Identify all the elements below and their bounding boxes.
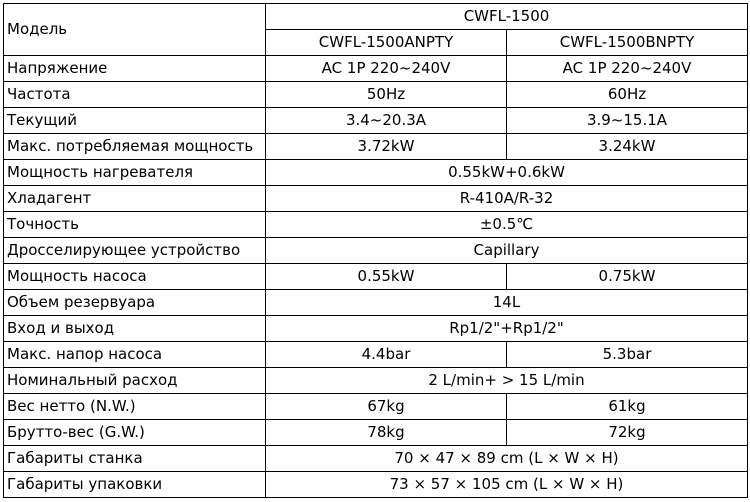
row-label: Номинальный расход [4, 368, 266, 394]
cell-value: R-410A/R-32 [266, 186, 748, 212]
row-label: Текущий [4, 108, 266, 134]
cell-value: AC 1P 220~240V [266, 56, 507, 82]
cell-value: 78kg [266, 420, 507, 446]
cell-value: 60Hz [507, 82, 748, 108]
row-label: Брутто-вес (G.W.) [4, 420, 266, 446]
cell-value: 50Hz [266, 82, 507, 108]
row-label: Объем резервуара [4, 290, 266, 316]
row-label: Хладагент [4, 186, 266, 212]
table-row [4, 212, 748, 238]
table-row [4, 82, 748, 108]
row-label: Мощность нагревателя [4, 160, 266, 186]
table-row [4, 368, 748, 394]
cell-value: 3.24kW [507, 134, 748, 160]
cell-value: 61kg [507, 394, 748, 420]
row-label: Частота [4, 82, 266, 108]
table-row [4, 264, 748, 290]
cell-value: 2 L/min+ > 15 L/min [266, 368, 748, 394]
cell-value: ±0.5℃ [266, 212, 748, 238]
cell-value: 5.3bar [507, 342, 748, 368]
cell-value: 67kg [266, 394, 507, 420]
cell-value: 0.55kW [266, 264, 507, 290]
table-row [4, 108, 748, 134]
row-label: Вес нетто (N.W.) [4, 394, 266, 420]
row-label: Мощность насоса [4, 264, 266, 290]
row-label: Дросселирующее устройство [4, 238, 266, 264]
row-label: Габариты станка [4, 446, 266, 472]
spec-table [3, 3, 748, 498]
series-name: CWFL-1500 [266, 4, 748, 30]
cell-value: 3.72kW [266, 134, 507, 160]
row-label: Вход и выход [4, 316, 266, 342]
row-label: Габариты упаковки [4, 472, 266, 498]
cell-value: AC 1P 220~240V [507, 56, 748, 82]
table-row [4, 342, 748, 368]
row-label: Напряжение [4, 56, 266, 82]
cell-value: 3.4~20.3A [266, 108, 507, 134]
table-row [4, 472, 748, 498]
table-row [4, 238, 748, 264]
variant-b: CWFL-1500BNPTY [507, 30, 748, 56]
table-row [4, 316, 748, 342]
cell-value: 72kg [507, 420, 748, 446]
cell-value: Capillary [266, 238, 748, 264]
table-row [4, 290, 748, 316]
table-row [4, 394, 748, 420]
row-label: Точность [4, 212, 266, 238]
cell-value: 70 × 47 × 89 cm (L × W × H) [266, 446, 748, 472]
row-label: Макс. напор насоса [4, 342, 266, 368]
row-label: Макс. потребляемая мощность [4, 134, 266, 160]
model-label: Модель [4, 4, 266, 56]
cell-value: 3.9~15.1A [507, 108, 748, 134]
cell-value: 0.55kW+0.6kW [266, 160, 748, 186]
table-row [4, 186, 748, 212]
cell-value: Rp1/2"+Rp1/2" [266, 316, 748, 342]
cell-value: 73 × 57 × 105 cm (L × W × H) [266, 472, 748, 498]
table-row [4, 160, 748, 186]
table-row [4, 420, 748, 446]
cell-value: 14L [266, 290, 748, 316]
variant-a: CWFL-1500ANPTY [266, 30, 507, 56]
table-row [4, 446, 748, 472]
cell-value: 4.4bar [266, 342, 507, 368]
cell-value: 0.75kW [507, 264, 748, 290]
table-row [4, 134, 748, 160]
header-row [4, 4, 748, 30]
table-row [4, 56, 748, 82]
